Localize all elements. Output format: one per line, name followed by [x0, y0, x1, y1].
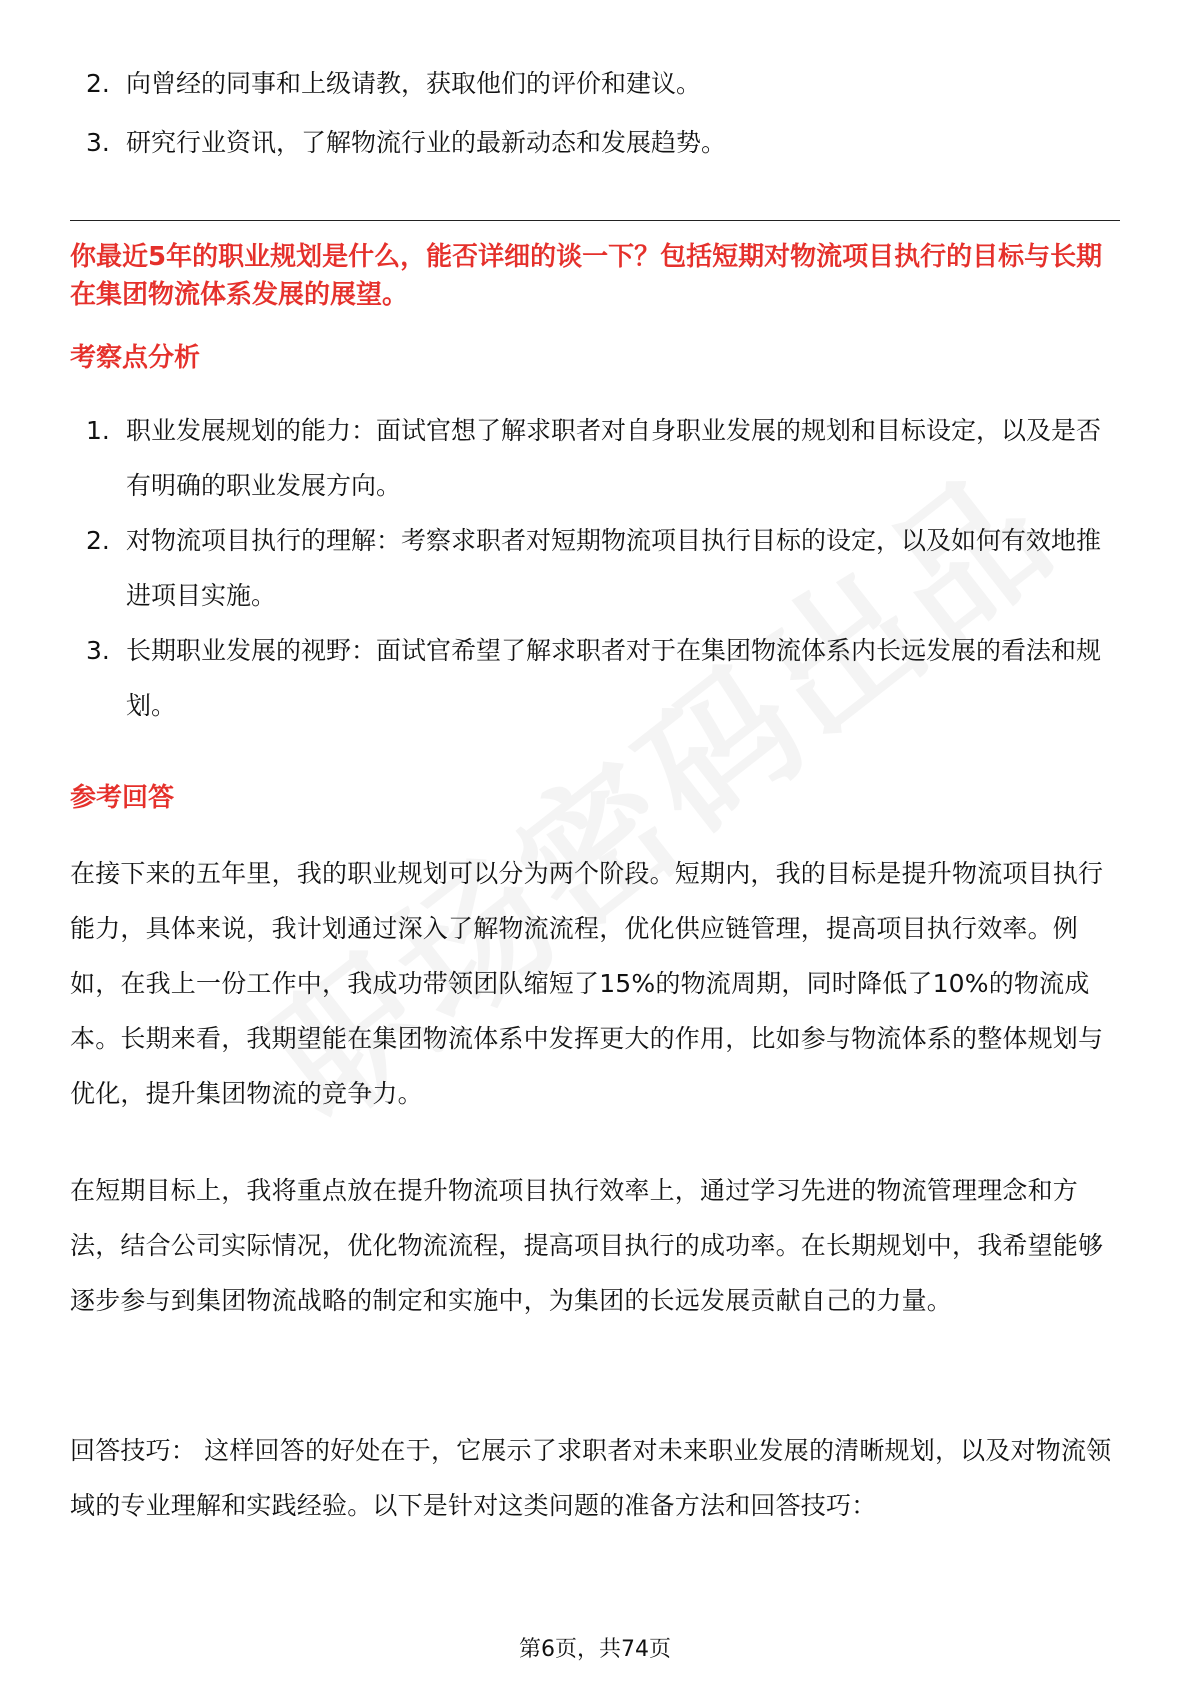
list-text: 研究行业资讯，了解物流行业的最新动态和发展趋势。 [126, 128, 727, 157]
list-text: 职业发展规划的能力：面试官想了解求职者对自身职业发展的规划和目标设定，以及是否有明确的职业发展方向。 [126, 416, 1102, 500]
list-number: 2. [86, 526, 110, 555]
page-number: 第6页，共74页 [519, 1637, 671, 1662]
list-item [70, 513, 1120, 623]
answer-paragraph: 在接下来的五年里，我的职业规划可以分为两个阶段。短期内，我的目标是提升物流项目执行能力，具体来说，我计划通过深入了解物流流程，优化供应链管理，提高项目执行效率。例如，在我上一份工作中，我成功带领团队缩短了15%的物流周期，同时降低了10%的物流成本。长期来看，我期望能在集团物流体系中发挥更大的作用，比如参与物流体系的整体规划与优化，提升集团物流的竞争力。 [70, 859, 1104, 1108]
section-divider [70, 220, 1120, 221]
list-item [70, 54, 1120, 113]
answer-paragraph: 在短期目标上，我将重点放在提升物流项目执行效率上，通过学习先进的物流管理理念和方法，结合公司实际情况，优化物流流程，提高项目执行的成功率。在长期规划中，我希望能够逐步参与到集团物流战略的制定和实施中，为集团的长远发展贡献自己的力量。 [70, 1176, 1104, 1315]
list-number: 2. [86, 69, 110, 98]
list-item [70, 403, 1120, 513]
analysis-heading: 考察点分析 [70, 343, 201, 373]
list-number: 1. [86, 416, 110, 445]
list-item [70, 623, 1120, 733]
list-text: 向曾经的同事和上级请教，获取他们的评价和建议。 [126, 69, 702, 98]
tips-paragraph: 回答技巧： 这样回答的好处在于，它展示了求职者对未来职业发展的清晰规划，以及对物流领域的专业理解和实践经验。以下是针对这类问题的准备方法和回答技巧： [70, 1436, 1112, 1520]
list-number: 3. [86, 636, 110, 665]
previous-list [70, 54, 1120, 172]
list-number: 3. [86, 128, 110, 157]
list-text: 长期职业发展的视野：面试官希望了解求职者对于在集团物流体系内长远发展的看法和规划。 [126, 636, 1102, 720]
question-heading: 你最近5年的职业规划是什么，能否详细的谈一下？包括短期对物流项目执行的目标与长期在集团物流体系发展的展望。 [70, 242, 1103, 310]
answer-heading: 参考回答 [70, 783, 175, 813]
analysis-list [70, 403, 1120, 733]
list-text: 对物流项目执行的理解：考察求职者对短期物流项目执行目标的设定，以及如何有效地推进项目实施。 [126, 526, 1102, 610]
list-item [70, 113, 1120, 172]
